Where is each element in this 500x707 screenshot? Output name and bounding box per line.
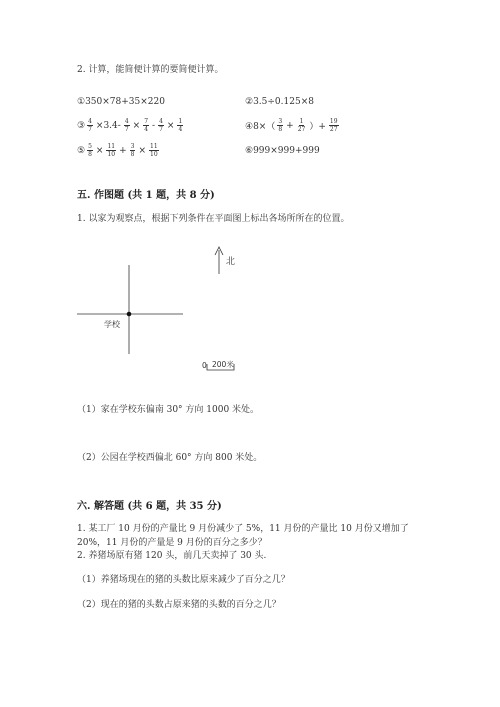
question-2-title: 2. 计算，能简便计算的要简便计算。 [77,65,224,75]
denominator: 8 [130,151,135,158]
operator: × [138,145,147,156]
school-label: 学校 [104,320,120,329]
denominator: 8 [88,151,92,158]
operator: ×3.4- [95,120,121,131]
scale-label: 200米 [212,360,234,369]
section-6-question-2: 2. 养猪场原有猪 120 头，前几天卖掉了 30 头. [77,551,267,561]
school-point [127,312,132,317]
denominator: 10 [107,151,116,158]
numerator: 1 [299,118,304,125]
numerator: 3 [130,143,135,150]
numerator: 1 [178,118,183,125]
section-6-question-1-line-2: 20%，11 月份的产量是 9 月份的百分之多少？ [77,538,267,548]
section-6-question-1-line-1: 1. 某工厂 10 月份的产量比 9 月份减少了 5%，11 月份的产量比 10 月份又增加了 [77,524,409,534]
denominator: 7 [88,126,92,133]
numerator: 3 [278,118,283,125]
problem-1: ①350×78+35×220 [77,97,165,107]
denominator: 7 [124,126,129,133]
section-6-question-2-sub-1: （1）养猪场现在的猪的头数比原来减少了百分之几？ [77,575,290,585]
section-6-heading: 六. 解答题 (共 6 题，共 35 分) [77,501,222,512]
denominator: 7 [159,126,163,133]
numerator: 4 [124,118,129,125]
section-5-question-1: 1. 以家为观察点，根据下列条件在平面图上标出各场所所在的位置。 [77,214,350,224]
denominator: 4 [178,126,183,133]
numerator: 11 [150,143,158,150]
operator: + [286,120,294,131]
section-5-heading: 五. 作图题 (共 1 题，共 8 分) [77,190,215,201]
north-label: 北 [226,257,236,267]
operator: + [119,145,127,156]
denominator: 27 [297,126,306,133]
operator: ）+ [309,122,326,132]
operator: × [95,145,104,156]
denominator: 4 [144,126,149,133]
sub-question-2: （2）公园在学校西偏北 60° 方向 800 米处。 [77,453,263,463]
numerator: 5 [88,143,92,150]
numerator: 7 [144,118,149,125]
sub-question-1: （1）家在学校东偏南 30° 方向 1000 米处。 [77,405,260,415]
denominator: 27 [329,126,338,133]
scale-zero: 0 [202,361,207,370]
denominator: 8 [278,126,283,133]
numerator: 4 [159,118,163,125]
operator: × [166,120,175,131]
numerator: 11 [107,143,116,150]
operator: × [132,120,141,131]
problem-2: ②3.5÷0.125×8 [245,97,314,107]
section-6-question-2-sub-2: （2）现在的猪的头数占原来猪的头数的百分之几？ [77,600,281,610]
operator: - [152,120,156,131]
numerator: 4 [88,118,92,125]
problem-4-label: ④8×（ [245,122,276,132]
problem-3-label: ③ [77,120,86,131]
denominator: 10 [150,151,158,158]
numerator: 19 [329,118,338,125]
problem-6: ⑥999×999+999 [245,146,320,156]
problem-5-label: ⑤ [77,145,86,156]
